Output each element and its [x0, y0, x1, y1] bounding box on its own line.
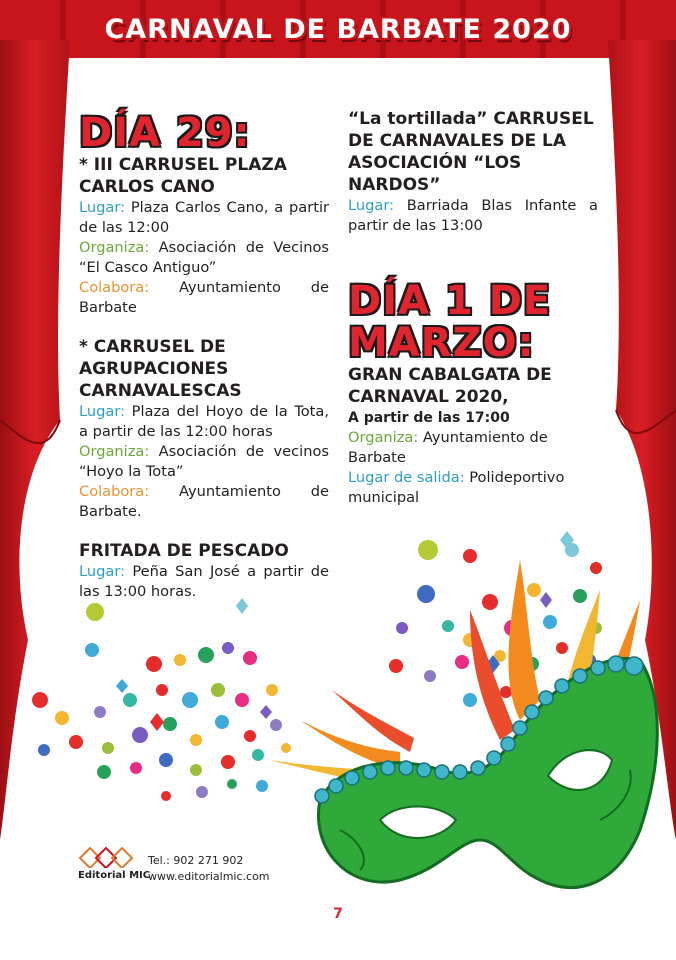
publisher-name: Editorial MIC: [78, 870, 151, 881]
editorial-mic-logo-icon: [78, 846, 140, 868]
event-title: FRITADA DE PESCADO: [79, 541, 289, 561]
event-title: “La tortillada” CARRUSEL DE CARNAVALES DE LA ASOCIACIÓN “LOS NARDOS”: [348, 109, 594, 195]
page-number: 7: [333, 906, 343, 922]
day-1-marzo-heading: DÍA 1 DE MARZO:: [348, 278, 552, 366]
event-organizer: Organiza: Asociación de Vecinos “El Casco Antiguo”: [79, 239, 329, 276]
event-location: Lugar: Barriada Blas Infante a partir de las 13:00: [348, 197, 599, 234]
right-column: [348, 108, 598, 508]
event-title: GRAN CABALGATA DE CARNAVAL 2020,: [348, 365, 552, 407]
event-time: A partir de las 17:00: [348, 410, 510, 426]
event-location: Lugar: Peña San José a partir de las 13:00 horas.: [79, 563, 329, 600]
publisher-website[interactable]: www.editorialmic.com: [148, 870, 270, 883]
event-title: * III CARRUSEL PLAZA CARLOS CANO: [79, 155, 287, 197]
event-collaborator: Colabora: Ayuntamiento de Barbate.: [79, 483, 330, 520]
event-start-location: Lugar de salida: Polideportivo municipal: [348, 469, 565, 506]
day-29-heading: DÍA 29:: [79, 110, 251, 156]
event-location: Lugar: Plaza Carlos Cano, a partir de las 12:00: [79, 199, 330, 236]
event-organizer: Organiza: Asociación de vecinos “Hoyo la Tota”: [79, 443, 329, 480]
publisher-footer: [78, 846, 298, 886]
event-collaborator: Colabora: Ayuntamiento de Barbate: [79, 279, 330, 316]
event-location: Lugar: Plaza del Hoyo de la Tota, a partir de las 12:00 horas: [79, 403, 329, 440]
event-organizer: Organiza: Ayuntamiento de Barbate: [348, 429, 548, 466]
event-title: * CARRUSEL DE AGRUPACIONES CARNAVALESCAS: [79, 337, 242, 401]
page-title: CARNAVAL DE BARBATE 2020: [104, 14, 572, 45]
left-column: [79, 112, 329, 602]
publisher-phone: Tel.: 902 271 902: [148, 854, 244, 867]
confetti-left: [32, 598, 291, 801]
